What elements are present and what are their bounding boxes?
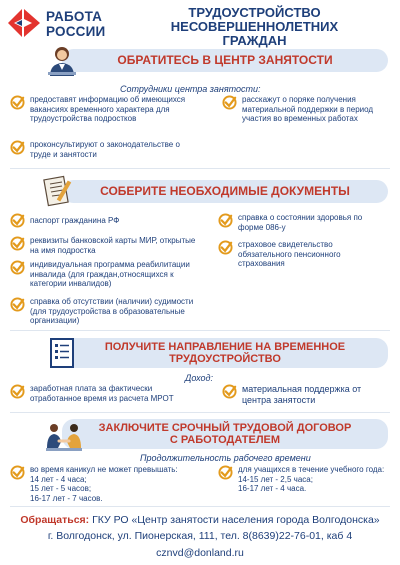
section-3-heading-line-2: ТРУДОУСТРОЙСТВО (169, 353, 281, 365)
list-item (10, 236, 200, 255)
list-item (10, 95, 205, 124)
section-1-sub: Сотрудники центра занятости: (120, 84, 261, 94)
check-icon (10, 465, 25, 480)
check-icon (10, 384, 25, 399)
divider (10, 506, 390, 507)
item-line: 14-15 лет - 2,5 часа; (238, 474, 313, 484)
section-3-heading (62, 341, 388, 365)
item-text: предоставят информацию об имеющихся вакансиях временного характера для трудоустройства подростков (30, 95, 186, 123)
documents-pencil-icon (40, 172, 76, 208)
contact-organization (10, 514, 390, 526)
item-text: заработная плата за фактически отработанное время из расчета МРОТ (30, 384, 174, 403)
section-2-banner (62, 180, 388, 203)
list-item (10, 140, 200, 159)
item-text: расскажут о поряке получения материальной поддержки в период участия во временных работах (242, 95, 374, 123)
section-4-heading-line-2: С РАБОТОДАТЕЛЕМ (169, 434, 281, 446)
section-2-heading: СОБЕРИТЕ НЕОБХОДИМЫЕ ДОКУМЕНТЫ (100, 184, 350, 198)
check-icon (222, 384, 237, 399)
list-item (10, 465, 205, 503)
contact-email[interactable]: cznvd@donland.ru (156, 547, 244, 559)
section-3-heading-line-1: ПОЛУЧИТЕ НАПРАВЛЕНИЕ НА ВРЕМЕННОЕ (104, 341, 346, 353)
check-icon (218, 213, 233, 228)
checklist-document-icon (44, 335, 80, 371)
check-icon (10, 297, 25, 312)
section-4-banner (62, 419, 388, 449)
section-3-banner (62, 338, 388, 368)
list-item (10, 260, 200, 289)
list-item (222, 384, 390, 405)
section-3-sub: Доход: (185, 373, 214, 383)
brand-name (46, 9, 105, 39)
divider (10, 412, 390, 413)
item-text (238, 465, 384, 494)
item-line: 16-17 лет - 4 часа. (238, 484, 307, 493)
consultant-woman-icon (44, 42, 80, 78)
divider (10, 168, 390, 169)
check-icon (10, 260, 25, 275)
section-4-heading (62, 422, 388, 446)
rabota-rossii-logo-icon (6, 5, 42, 41)
section-1-heading: ОБРАТИТЕСЬ В ЦЕНТР ЗАНЯТОСТИ (117, 53, 333, 67)
title-line-1: ТРУДОУСТРОЙСТВО (188, 5, 321, 20)
list-item (10, 384, 200, 403)
item-text: паспорт гражданина РФ (30, 216, 120, 225)
page-title (112, 6, 397, 48)
item-text: справка об отсутствии (наличии) судимости (для трудоустройства в образовательные организации) (30, 297, 194, 325)
list-item (10, 297, 205, 326)
item-text: справка о состоянии здоровья по форме 086-у (238, 213, 363, 232)
list-item (10, 213, 200, 228)
list-item (218, 240, 388, 269)
item-line: 14 лет - 4 часа; (30, 474, 87, 484)
check-icon (222, 95, 237, 110)
check-icon (10, 95, 25, 110)
item-line: 15 лет - 5 часов; (30, 484, 92, 493)
check-icon (218, 465, 233, 480)
list-item (222, 95, 390, 124)
item-text: страховое свидетельство обязательного пенсионного страхования (238, 240, 341, 268)
contact-label: Обращаться: (20, 514, 90, 526)
check-icon (10, 213, 25, 228)
check-icon (218, 240, 233, 255)
list-item (218, 213, 388, 232)
item-line: во время каникул не может превышать: (30, 465, 178, 474)
section-1-banner (62, 49, 388, 72)
brand-line-2: РОССИИ (46, 24, 106, 39)
item-line: для учащихся в течение учебного года: (238, 465, 385, 474)
handshake-agreement-icon (44, 420, 84, 456)
title-line-2: НЕСОВЕРШЕННОЛЕТНИХ (170, 19, 339, 34)
section-4-sub: Продолжительность рабочего времени (140, 453, 311, 463)
item-text: проконсультируют о законодательстве о труде и занятости (30, 140, 180, 159)
check-icon (10, 140, 25, 155)
section-4-heading-line-1: ЗАКЛЮЧИТЕ СРОЧНЫЙ ТРУДОВОЙ ДОГОВОР (98, 422, 352, 434)
divider (10, 330, 390, 331)
item-text: индивидуальная программа реабилитации инвалида (для граждан,относящихся к категории инвалидов) (30, 260, 190, 288)
organization-name: ГКУ РО «Центр занятости населения города Волгодонска» (89, 514, 380, 526)
item-text (30, 465, 178, 503)
item-text: материальная поддержка от центра занятости (242, 384, 362, 405)
item-line: 16-17 лет - 7 часов. (30, 493, 103, 503)
check-icon (10, 236, 25, 251)
contact-address: г. Волгодонск, ул. Пионерская, 111, тел. 8(8639)22-76-01, каб 4 (47, 530, 353, 542)
list-item (218, 465, 393, 494)
brand-line-1: РАБОТА (46, 9, 103, 24)
title-line-3: ГРАЖДАН (222, 33, 287, 48)
item-text: реквизиты банковской карты МИР, открытые на имя подростка (30, 236, 196, 255)
